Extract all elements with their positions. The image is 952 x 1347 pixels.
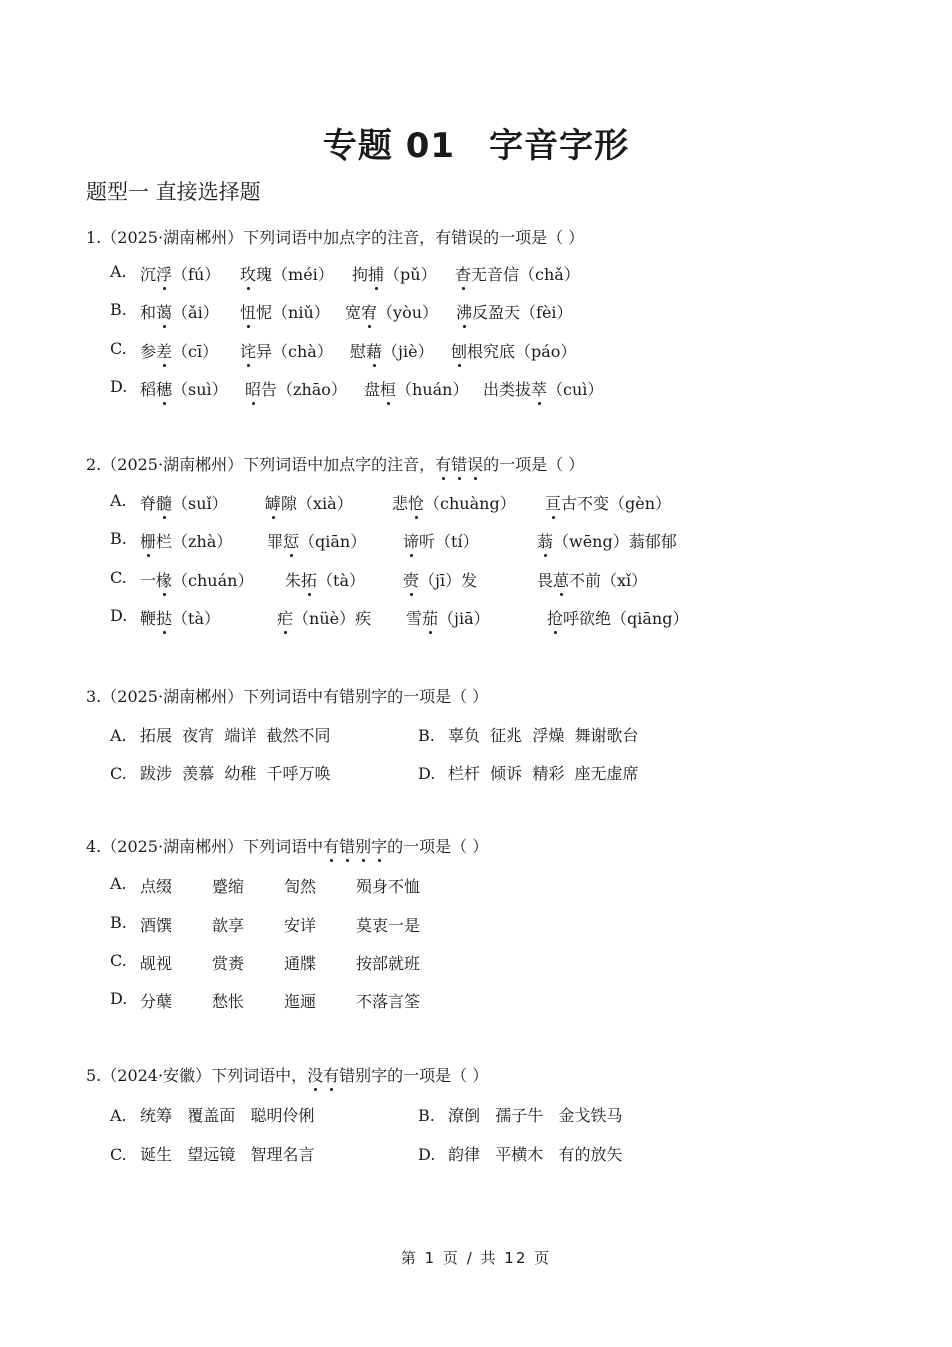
emphasis-char: 错 xyxy=(451,452,467,475)
option-text: 潦倒 孺子牛 金戈铁马 xyxy=(448,1106,623,1125)
word-part: 告（zhāo） xyxy=(261,380,347,399)
question-number: 1. xyxy=(86,228,102,247)
word-item: 不落言筌 xyxy=(356,992,421,1011)
word-item xyxy=(350,339,434,362)
word-part: 雪 xyxy=(406,609,423,628)
option-letter: A. xyxy=(110,1106,127,1125)
option-text: 韵律 平横木 有的放矢 xyxy=(448,1145,623,1164)
emphasis-char: 罅 xyxy=(265,491,281,514)
word-item xyxy=(547,606,688,629)
option-row-d xyxy=(110,377,604,399)
option-letter: B. xyxy=(110,529,127,548)
option-row-c xyxy=(110,568,648,590)
option-row-a xyxy=(110,874,421,896)
emphasis-char: 栅 xyxy=(140,529,156,552)
option-letter: B. xyxy=(418,1106,435,1125)
question-stem-post: 的一项是（ ） xyxy=(483,455,585,474)
option-letter: D. xyxy=(418,1145,436,1164)
question-stem-post: 的一项是（ ） xyxy=(387,837,489,856)
word-part: 听（tí） xyxy=(419,532,479,551)
option-letter: A. xyxy=(110,491,127,510)
word-part: 出类拔 xyxy=(483,380,532,399)
option-text: 栏杆 倾诉 精彩 座无虚席 xyxy=(448,764,639,783)
word-item xyxy=(285,568,365,591)
option-text: 跋涉 羡慕 幼稚 千呼万唤 xyxy=(140,764,331,783)
word-part: 罪 xyxy=(267,532,284,551)
word-part: 反盈天（fèi） xyxy=(472,303,573,322)
emphasis-char: 字 xyxy=(371,834,387,857)
word-item xyxy=(456,300,573,323)
emphasis-char: 捕 xyxy=(368,262,384,285)
word-part: 栏（zhà） xyxy=(156,532,233,551)
emphasis-char: 葸 xyxy=(553,568,569,591)
option-row-a xyxy=(110,491,672,513)
word-item: 殒身不恤 xyxy=(356,877,421,896)
question-5-option-a xyxy=(110,1103,315,1126)
word-part: （yòu） xyxy=(377,303,439,322)
emphasis-char: 萃 xyxy=(531,377,547,400)
word-item xyxy=(277,606,371,629)
question-number: 2. xyxy=(86,455,102,474)
word-part: （suì） xyxy=(172,380,228,399)
emphasis-char: 沸 xyxy=(456,300,472,323)
emphasis-char: 错 xyxy=(339,834,355,857)
word-item xyxy=(483,377,603,400)
word-item xyxy=(537,529,677,552)
emphasis-char: 藉 xyxy=(366,339,382,362)
question-stem: （2025·湖南郴州）下列词语中加点字的注音，有错误的一项是（ ） xyxy=(101,228,585,247)
word-part: （fú） xyxy=(172,265,221,284)
word-part: 沉 xyxy=(140,265,157,284)
word-item: 分蘖 xyxy=(140,992,173,1011)
emphasis-char: 浮 xyxy=(156,262,172,285)
word-item xyxy=(140,529,232,552)
word-item: 愁怅 xyxy=(212,992,245,1011)
emphasis-char: 误 xyxy=(467,452,483,475)
word-item: 訇然 xyxy=(284,877,317,896)
option-row-d xyxy=(110,989,421,1011)
word-part: （tà） xyxy=(172,609,221,628)
word-part: 不前（xǐ） xyxy=(569,571,648,590)
word-item xyxy=(140,568,253,591)
word-item xyxy=(140,491,228,514)
word-item xyxy=(240,339,333,362)
word-part: 瑰（méi） xyxy=(256,265,334,284)
option-row-b xyxy=(110,300,573,322)
word-item xyxy=(364,377,469,400)
word-part: （nüè）疾 xyxy=(293,609,372,628)
emphasis-char: 没 xyxy=(307,1063,323,1086)
word-item xyxy=(545,491,671,514)
word-part: 鞭 xyxy=(140,609,157,628)
word-part: （suǐ） xyxy=(172,494,228,513)
option-letter: C. xyxy=(110,339,127,358)
emphasis-char: 挞 xyxy=(156,606,172,629)
word-part: 古不变（gèn） xyxy=(561,494,672,513)
word-part: 怩（niǔ） xyxy=(256,303,330,322)
word-part: （ǎi） xyxy=(172,303,219,322)
emphasis-char: 愆 xyxy=(283,529,299,552)
option-letter: C. xyxy=(110,568,127,587)
question-5-option-d xyxy=(418,1142,623,1165)
word-part: 盘 xyxy=(364,380,381,399)
option-row-c xyxy=(110,951,421,973)
word-item: 酒馔 xyxy=(140,916,173,935)
word-item: 莫衷一是 xyxy=(356,916,421,935)
word-part: （chuán） xyxy=(172,571,254,590)
question-3-option-a xyxy=(110,723,331,746)
word-item xyxy=(245,377,347,400)
emphasis-char: 有 xyxy=(435,452,451,475)
emphasis-char: 髓 xyxy=(156,491,172,514)
option-text: 诞生 望远镜 智理名言 xyxy=(140,1145,315,1164)
emphasis-char: 茄 xyxy=(422,606,438,629)
option-letter: D. xyxy=(418,764,436,783)
question-3-option-c xyxy=(110,761,331,784)
word-part: （pǔ） xyxy=(384,265,437,284)
word-item xyxy=(345,300,438,323)
question-3-stem xyxy=(86,684,488,707)
word-part: 呼欲绝（qiāng） xyxy=(563,609,689,628)
question-1-stem xyxy=(86,225,584,248)
word-item xyxy=(140,262,220,285)
emphasis-char: 椽 xyxy=(156,568,172,591)
word-part: 慰 xyxy=(350,342,367,361)
word-part: （cī） xyxy=(172,342,219,361)
emphasis-char: 别 xyxy=(355,834,371,857)
option-letter: A. xyxy=(110,726,127,745)
emphasis-char: 桓 xyxy=(380,377,396,400)
word-part: 隙（xià） xyxy=(281,494,353,513)
emphasis-char: 有 xyxy=(323,1063,339,1086)
option-text: 辜负 征兆 浮燥 舞谢歌台 xyxy=(448,726,639,745)
word-part: 一 xyxy=(140,571,157,590)
word-part: 根究底（páo） xyxy=(467,342,577,361)
emphasis-char: 抢 xyxy=(547,606,563,629)
emphasis-char: 刨 xyxy=(451,339,467,362)
emphasis-char: 谛 xyxy=(403,529,419,552)
word-part: 脊 xyxy=(140,494,157,513)
word-part: 拘 xyxy=(352,265,369,284)
question-2-stem xyxy=(86,452,584,475)
emphasis-char: 忸 xyxy=(240,300,256,323)
option-letter: B. xyxy=(110,300,127,319)
title-subject: 字音字形 xyxy=(489,126,630,166)
emphasis-char: 蓊 xyxy=(537,529,553,552)
word-item: 通牒 xyxy=(284,954,317,973)
word-part: （chuàng） xyxy=(424,494,516,513)
option-letter: A. xyxy=(110,262,127,281)
word-item xyxy=(352,262,437,285)
option-letter: C. xyxy=(110,1145,127,1164)
word-part: 参 xyxy=(140,342,157,361)
emphasis-char: 昭 xyxy=(245,377,261,400)
word-part: 异（chà） xyxy=(256,342,333,361)
word-item xyxy=(140,300,219,323)
emphasis-char: 拓 xyxy=(301,568,317,591)
emphasis-char: 赍 xyxy=(403,568,419,591)
word-item xyxy=(403,529,479,552)
word-item xyxy=(406,606,490,629)
question-4-stem xyxy=(86,834,488,857)
page-footer: 第 1 页 / 共 12 页 xyxy=(400,1249,552,1267)
word-item xyxy=(240,262,334,285)
word-item xyxy=(537,568,647,591)
word-item xyxy=(403,568,477,591)
word-part: 朱 xyxy=(285,571,302,590)
emphasis-char: 宥 xyxy=(361,300,377,323)
word-item xyxy=(140,339,218,362)
question-stem: （2025·湖南郴州）下列词语中有错别字的一项是（ ） xyxy=(101,687,489,706)
word-part: （jiè） xyxy=(382,342,434,361)
emphasis-char: 诧 xyxy=(240,339,256,362)
option-text: 统筹 覆盖面 聪明伶俐 xyxy=(140,1106,315,1125)
word-item: 蹙缩 xyxy=(212,877,245,896)
word-item xyxy=(265,491,353,514)
option-letter: D. xyxy=(110,989,128,1008)
emphasis-char: 亘 xyxy=(545,491,561,514)
word-item xyxy=(455,262,580,285)
word-part: （wēng）蓊郁郁 xyxy=(553,532,677,551)
word-part: 稻 xyxy=(140,380,157,399)
emphasis-char: 怆 xyxy=(408,491,424,514)
question-5-stem xyxy=(86,1063,488,1086)
emphasis-char: 玫 xyxy=(240,262,256,285)
question-3-option-d xyxy=(418,761,639,784)
word-part: 和 xyxy=(140,303,157,322)
option-letter: A. xyxy=(110,874,127,893)
emphasis-char: 差 xyxy=(156,339,172,362)
word-item: 迤逦 xyxy=(284,992,317,1011)
option-letter: C. xyxy=(110,951,127,970)
question-5-option-b xyxy=(418,1103,623,1126)
question-3-option-b xyxy=(418,723,639,746)
question-5-option-c xyxy=(110,1142,315,1165)
word-part: （jiā） xyxy=(438,609,490,628)
word-item: 点缀 xyxy=(140,877,173,896)
question-number: 4. xyxy=(86,837,102,856)
word-item: 赏赉 xyxy=(212,954,245,973)
question-stem-pre: （2024·安徽）下列词语中， xyxy=(101,1066,308,1085)
document-title xyxy=(0,118,952,167)
emphasis-char: 有 xyxy=(323,834,339,857)
word-part: 宽 xyxy=(345,303,362,322)
question-stem-pre: （2025·湖南郴州）下列词语中加点字的注音， xyxy=(101,455,436,474)
title-prefix: 专题 01 xyxy=(322,126,456,166)
word-part: （qiān） xyxy=(299,532,367,551)
option-letter: B. xyxy=(418,726,435,745)
option-letter: C. xyxy=(110,764,127,783)
emphasis-char: 蔼 xyxy=(156,300,172,323)
word-item xyxy=(451,339,576,362)
option-text: 拓展 夜宵 端详 截然不同 xyxy=(140,726,331,745)
option-row-a xyxy=(110,262,580,284)
section-heading: 题型一 直接选择题 xyxy=(86,180,261,204)
emphasis-char: 穗 xyxy=(156,377,172,400)
emphasis-char: 杳 xyxy=(455,262,471,285)
option-row-b xyxy=(110,913,421,935)
word-item xyxy=(240,300,330,323)
question-number: 3. xyxy=(86,687,102,706)
question-stem-post: 错别字的一项是（ ） xyxy=(339,1066,489,1085)
word-part: （tà） xyxy=(317,571,366,590)
word-item xyxy=(267,529,366,552)
question-stem-pre: （2025·湖南郴州）下列词语中 xyxy=(101,837,324,856)
option-row-d xyxy=(110,606,689,628)
word-item: 安详 xyxy=(284,916,317,935)
option-row-b xyxy=(110,529,677,551)
word-part: （jī）发 xyxy=(419,571,478,590)
option-letter: D. xyxy=(110,606,128,625)
word-part: （cuì） xyxy=(547,380,604,399)
word-part: 悲 xyxy=(392,494,409,513)
option-letter: B. xyxy=(110,913,127,932)
word-part: （huán） xyxy=(396,380,469,399)
word-part: 无音信（chǎ） xyxy=(471,265,580,284)
word-item: 觇视 xyxy=(140,954,173,973)
question-number: 5. xyxy=(86,1066,102,1085)
option-letter: D. xyxy=(110,377,128,396)
word-item: 歆享 xyxy=(212,916,245,935)
word-part: 畏 xyxy=(537,571,554,590)
word-item xyxy=(140,606,220,629)
word-item: 按部就班 xyxy=(356,954,421,973)
emphasis-char: 疟 xyxy=(277,606,293,629)
word-item xyxy=(392,491,516,514)
word-item xyxy=(140,377,228,400)
option-row-c xyxy=(110,339,577,361)
